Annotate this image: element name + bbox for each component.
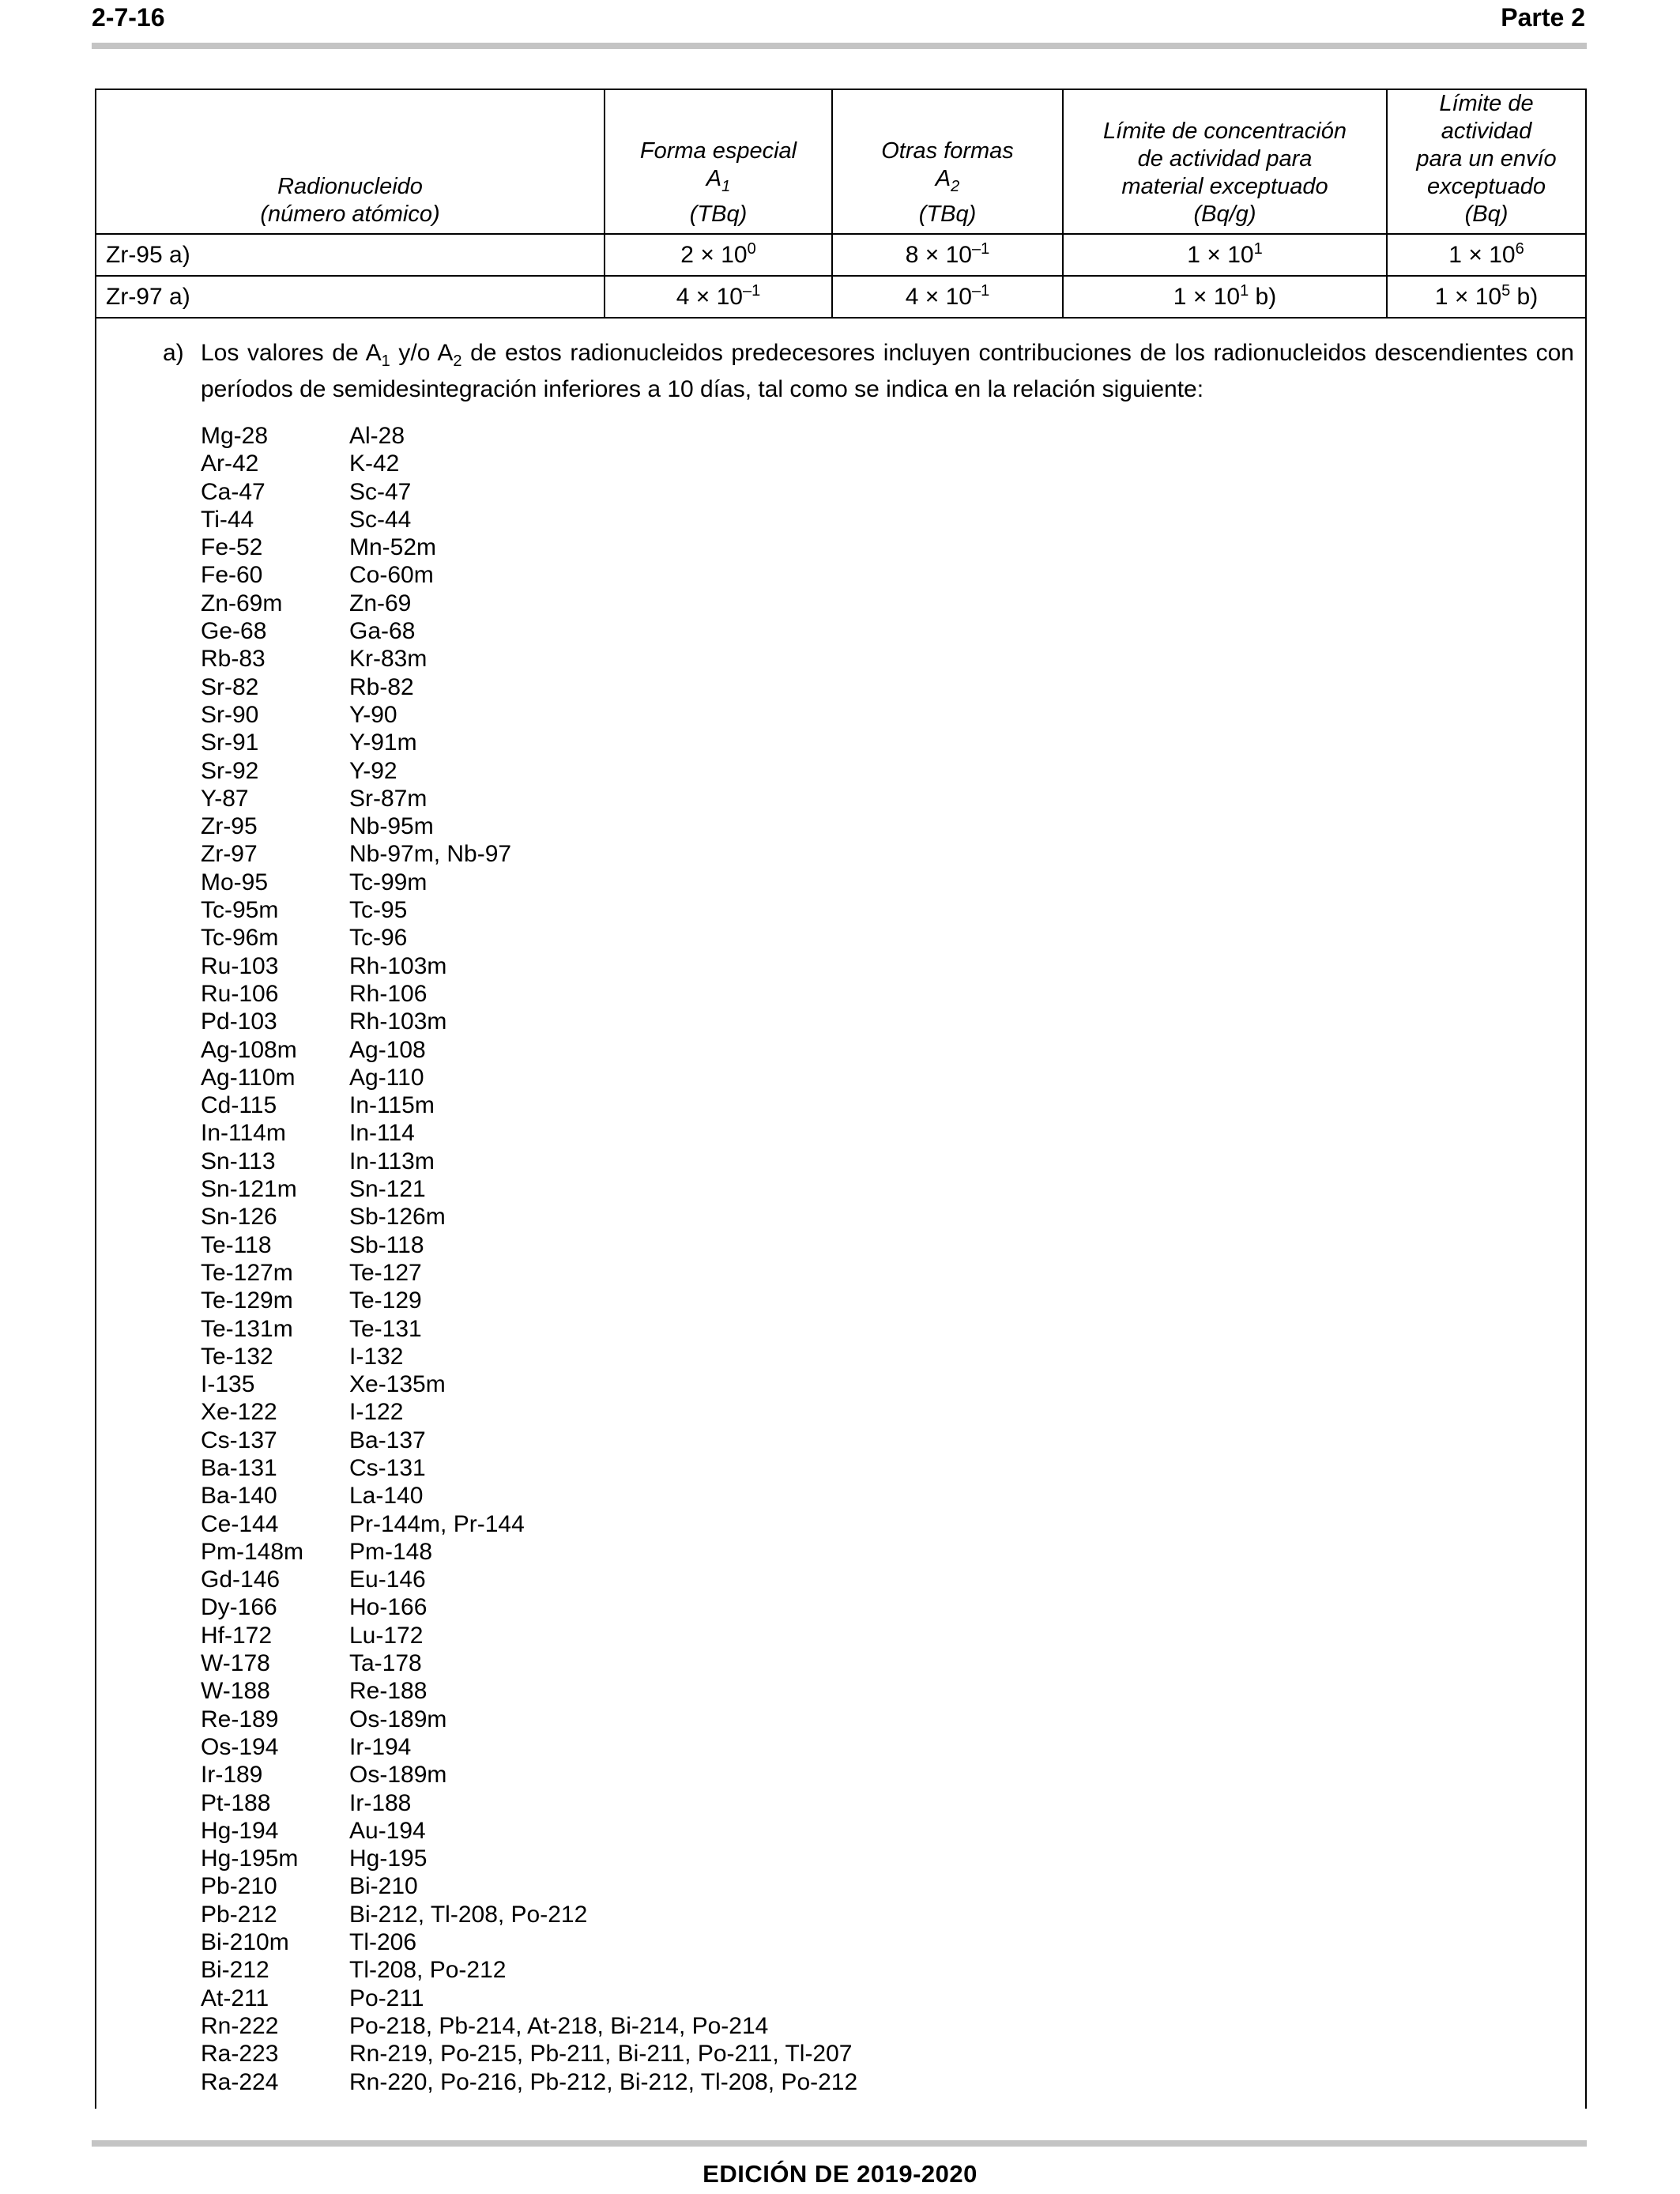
daughter-nuclides: Ho-166 bbox=[349, 1594, 428, 1621]
list-item bbox=[201, 450, 1574, 477]
parent-nuclide: Y-87 bbox=[201, 785, 249, 812]
parent-nuclide: Pt-188 bbox=[201, 1789, 271, 1816]
parent-nuclide: Fe-60 bbox=[201, 562, 263, 589]
daughter-nuclides: Tl-206 bbox=[349, 1929, 417, 1956]
list-item bbox=[201, 785, 1574, 812]
daughter-nuclides: Ag-110 bbox=[349, 1064, 424, 1091]
conc-cell: $1 \times 10^1$ bbox=[1063, 234, 1387, 276]
parent-nuclide: W-178 bbox=[201, 1650, 270, 1677]
daughter-nuclides: Ta-178 bbox=[349, 1650, 422, 1677]
daughter-nuclides: Eu-146 bbox=[349, 1566, 426, 1593]
list-item bbox=[201, 645, 1574, 673]
parent-nuclide: Ir-189 bbox=[201, 1762, 263, 1789]
daughter-nuclides: Sc-47 bbox=[349, 478, 412, 505]
parent-nuclide: Te-131m bbox=[201, 1315, 293, 1342]
daughter-nuclides: Os-189m bbox=[349, 1706, 447, 1732]
daughter-nuclides: Po-211 bbox=[349, 1985, 424, 2011]
parent-nuclide: Ce-144 bbox=[201, 1510, 279, 1537]
list-item bbox=[201, 1008, 1574, 1035]
daughter-nuclides: Al-28 bbox=[349, 423, 405, 449]
daughter-nuclides: In-113m bbox=[349, 1148, 435, 1174]
list-item bbox=[201, 533, 1574, 561]
daughter-nuclides: La-140 bbox=[349, 1483, 424, 1510]
parent-nuclide: Tc-95m bbox=[201, 897, 279, 924]
parent-nuclide: Ti-44 bbox=[201, 506, 254, 533]
header-radionucleido: Radionucleido (número atómico) bbox=[96, 89, 605, 234]
daughter-nuclides: I-122 bbox=[349, 1399, 404, 1426]
page-header-part: Parte 2 bbox=[1501, 3, 1585, 32]
footer-rule bbox=[92, 2140, 1587, 2147]
daughter-nuclides: Tc-99m bbox=[349, 869, 428, 895]
list-item bbox=[201, 812, 1574, 840]
daughter-nuclides: In-114 bbox=[349, 1120, 415, 1147]
list-item bbox=[201, 1148, 1574, 1175]
daughter-nuclides: Xe-135m bbox=[349, 1371, 446, 1398]
parent-nuclide: Tc-96m bbox=[201, 925, 279, 952]
list-item bbox=[201, 1482, 1574, 1510]
daughter-nuclides: Sr-87m bbox=[349, 785, 428, 812]
daughter-nuclides: Tc-96 bbox=[349, 925, 408, 952]
parent-nuclide: Gd-146 bbox=[201, 1566, 281, 1593]
parent-nuclide: Os-194 bbox=[201, 1733, 279, 1760]
list-item bbox=[201, 590, 1574, 617]
list-item bbox=[201, 1622, 1574, 1649]
envio-cell: $1 \times 10^6$ bbox=[1387, 234, 1586, 276]
a2-cell: $8 \times 10^{-1}$ bbox=[832, 234, 1063, 276]
list-item bbox=[201, 896, 1574, 924]
parent-nuclide: Te-118 bbox=[201, 1231, 272, 1258]
list-item bbox=[201, 1398, 1574, 1426]
list-item bbox=[201, 1036, 1574, 1064]
table-row bbox=[96, 276, 1586, 318]
list-item bbox=[201, 869, 1574, 896]
parent-nuclide: Ru-103 bbox=[201, 952, 279, 979]
list-item bbox=[201, 1928, 1574, 1956]
daughter-nuclides: Ba-137 bbox=[349, 1427, 426, 1453]
list-item bbox=[201, 1901, 1574, 1928]
parent-nuclide: Ra-224 bbox=[201, 2068, 279, 2095]
notes-row bbox=[96, 318, 1586, 2109]
list-item bbox=[201, 1315, 1574, 1343]
daughter-nuclides: Ir-194 bbox=[349, 1733, 412, 1760]
daughter-nuclides: Re-188 bbox=[349, 1678, 428, 1705]
daughter-nuclides: Sb-118 bbox=[349, 1231, 424, 1258]
parent-nuclide: Bi-210m bbox=[201, 1929, 289, 1956]
parent-nuclide: Zr-95 bbox=[201, 813, 258, 840]
list-item bbox=[201, 1733, 1574, 1761]
daughter-nuclides: Kr-83m bbox=[349, 646, 428, 673]
list-item bbox=[201, 1985, 1574, 2012]
list-item bbox=[201, 924, 1574, 952]
daughter-nuclides: Y-90 bbox=[349, 701, 397, 728]
footnote-a-text: Los valores de $A_1$ y/o $A_2$ de estos radionucleidos predecesores incluyen contribuciones de los radionucleidos descendientes con períodos de semidesintegración inferiores a 10 días, tal como se indica en la relación siguiente: bbox=[201, 340, 1574, 402]
daughter-nuclides: Rn-219, Po-215, Pb-211, Bi-211, Po-211, Tl-207 bbox=[349, 2041, 853, 2068]
list-item bbox=[201, 1454, 1574, 1482]
daughter-nuclides: I-132 bbox=[349, 1343, 404, 1370]
list-item bbox=[201, 1789, 1574, 1817]
list-item bbox=[201, 2012, 1574, 2040]
daughter-nuclides: Au-194 bbox=[349, 1817, 426, 1844]
list-item bbox=[201, 1566, 1574, 1593]
list-item bbox=[201, 1203, 1574, 1231]
list-item bbox=[201, 2068, 1574, 2096]
daughter-nuclides: Po-218, Pb-214, At-218, Bi-214, Po-214 bbox=[349, 2012, 769, 2039]
daughter-nuclides: Cs-131 bbox=[349, 1454, 426, 1481]
parent-nuclide: Pb-212 bbox=[201, 1901, 277, 1928]
parent-nuclide: Dy-166 bbox=[201, 1594, 277, 1621]
daughter-nuclides: K-42 bbox=[349, 450, 400, 477]
footnote-a-label: a) bbox=[163, 340, 184, 366]
daughter-nuclides: Pr-144m, Pr-144 bbox=[349, 1510, 525, 1537]
parent-nuclide: Ca-47 bbox=[201, 478, 266, 505]
parent-nuclide: Xe-122 bbox=[201, 1399, 277, 1426]
parent-nuclide: Bi-212 bbox=[201, 1957, 269, 1984]
daughter-nuclides: Rn-220, Po-216, Pb-212, Bi-212, Tl-208, Po-212 bbox=[349, 2068, 858, 2095]
parent-nuclide: Rn-222 bbox=[201, 2012, 279, 2039]
parent-nuclide: Sr-92 bbox=[201, 757, 259, 784]
parent-nuclide: Pd-103 bbox=[201, 1008, 277, 1035]
daughter-nuclides: Os-189m bbox=[349, 1762, 447, 1789]
list-item bbox=[201, 1287, 1574, 1314]
parent-nuclide: Hg-194 bbox=[201, 1817, 279, 1844]
list-item bbox=[201, 1427, 1574, 1454]
nuclide-cell: Zr-95 a) bbox=[96, 234, 605, 276]
list-item bbox=[201, 1175, 1574, 1203]
parent-nuclide: W-188 bbox=[201, 1678, 270, 1705]
parent-nuclide: Te-127m bbox=[201, 1259, 293, 1286]
list-item bbox=[201, 1538, 1574, 1566]
header-rule bbox=[92, 43, 1587, 49]
parent-nuclide: Mg-28 bbox=[201, 423, 269, 449]
parent-nuclide: Cd-115 bbox=[201, 1092, 277, 1119]
daughter-nuclides: Sc-44 bbox=[349, 506, 412, 533]
parent-nuclide: Mo-95 bbox=[201, 869, 269, 895]
parent-nuclide: Ra-223 bbox=[201, 2041, 279, 2068]
nuclide-cell: Zr-97 a) bbox=[96, 276, 605, 318]
parent-nuclide: Sr-90 bbox=[201, 701, 259, 728]
parent-nuclide: Ar-42 bbox=[201, 450, 259, 477]
parent-nuclide: Hg-195m bbox=[201, 1845, 299, 1872]
table-row bbox=[96, 234, 1586, 276]
daughter-nuclides: Pm-148 bbox=[349, 1538, 433, 1565]
list-item bbox=[201, 1119, 1574, 1147]
list-item bbox=[201, 1510, 1574, 1538]
daughter-nuclides: Y-92 bbox=[349, 757, 397, 784]
daughter-nuclides: Tc-95 bbox=[349, 897, 408, 924]
daughter-nuclides: Rh-103m bbox=[349, 1008, 447, 1035]
header-a2: Otras formas $A_2$ (TBq) bbox=[832, 89, 1063, 234]
daughter-nuclides: Rb-82 bbox=[349, 673, 414, 700]
parent-nuclide: Te-129m bbox=[201, 1287, 293, 1314]
list-item bbox=[201, 506, 1574, 533]
parent-nuclide: Zr-97 bbox=[201, 841, 258, 868]
list-item bbox=[201, 952, 1574, 980]
parent-nuclide: I-135 bbox=[201, 1371, 255, 1398]
list-item bbox=[201, 561, 1574, 589]
envio-cell: $1 \times 10^5$ b) bbox=[1387, 276, 1586, 318]
header-a1: Forma especial $A_1$ (TBq) bbox=[605, 89, 832, 234]
list-item bbox=[201, 1817, 1574, 1845]
daughter-nuclides: Nb-97m, Nb-97 bbox=[349, 841, 512, 868]
list-item bbox=[201, 422, 1574, 450]
header-concentration-limit: Límite de concentración de actividad para material exceptuado (Bq/g) bbox=[1063, 89, 1387, 234]
parent-nuclide: Ag-108m bbox=[201, 1036, 297, 1063]
list-item bbox=[201, 701, 1574, 729]
daughter-nuclides: Sn-121 bbox=[349, 1176, 426, 1203]
parent-nuclide: Re-189 bbox=[201, 1706, 279, 1732]
list-item bbox=[201, 478, 1574, 506]
list-item bbox=[201, 729, 1574, 756]
list-item bbox=[201, 1706, 1574, 1733]
list-item bbox=[201, 757, 1574, 785]
daughter-nuclides: Ir-188 bbox=[349, 1789, 412, 1816]
list-item bbox=[201, 1845, 1574, 1872]
radionuclide-table bbox=[95, 89, 1587, 2109]
list-item bbox=[201, 1259, 1574, 1287]
parent-nuclide: Ag-110m bbox=[201, 1064, 296, 1091]
list-item bbox=[201, 617, 1574, 645]
list-item bbox=[201, 1370, 1574, 1398]
daughter-nuclides: Co-60m bbox=[349, 562, 434, 589]
daughter-nuclide-list bbox=[201, 422, 1574, 2096]
daughter-nuclides: Sb-126m bbox=[349, 1204, 446, 1231]
parent-nuclide: In-114m bbox=[201, 1120, 286, 1147]
parent-nuclide: Zn-69m bbox=[201, 590, 283, 616]
parent-nuclide: Rb-83 bbox=[201, 646, 266, 673]
daughter-nuclides: Rh-103m bbox=[349, 952, 447, 979]
parent-nuclide: Sn-121m bbox=[201, 1176, 297, 1203]
list-item bbox=[201, 1956, 1574, 1984]
parent-nuclide: Te-132 bbox=[201, 1343, 273, 1370]
daughter-nuclides: Te-131 bbox=[349, 1315, 422, 1342]
parent-nuclide: Hf-172 bbox=[201, 1622, 273, 1649]
list-item bbox=[201, 2040, 1574, 2068]
list-item bbox=[201, 1649, 1574, 1677]
parent-nuclide: Ru-106 bbox=[201, 980, 279, 1007]
parent-nuclide: Cs-137 bbox=[201, 1427, 277, 1453]
parent-nuclide: Ba-131 bbox=[201, 1454, 277, 1481]
daughter-nuclides: Zn-69 bbox=[349, 590, 412, 616]
table-header-row bbox=[96, 89, 1586, 234]
daughter-nuclides: Ag-108 bbox=[349, 1036, 426, 1063]
conc-cell: $1 \times 10^1$ b) bbox=[1063, 276, 1387, 318]
a1-cell: $4 \times 10^{-1}$ bbox=[605, 276, 832, 318]
parent-nuclide: Sn-126 bbox=[201, 1204, 277, 1231]
daughter-nuclides: Bi-210 bbox=[349, 1873, 418, 1900]
a1-cell: $2 \times 10^0$ bbox=[605, 234, 832, 276]
parent-nuclide: Ba-140 bbox=[201, 1483, 277, 1510]
footnote-a bbox=[96, 319, 1585, 2096]
parent-nuclide: At-211 bbox=[201, 1985, 269, 2011]
daughter-nuclides: Tl-208, Po-212 bbox=[349, 1957, 507, 1984]
parent-nuclide: Sn-113 bbox=[201, 1148, 276, 1174]
list-item bbox=[201, 1677, 1574, 1705]
notes-cell bbox=[96, 318, 1586, 2109]
parent-nuclide: Ge-68 bbox=[201, 618, 267, 645]
daughter-nuclides: Y-91m bbox=[349, 729, 417, 756]
a2-cell: $4 \times 10^{-1}$ bbox=[832, 276, 1063, 318]
list-item bbox=[201, 980, 1574, 1008]
list-item bbox=[201, 1761, 1574, 1789]
header-consignment-limit: Límite de actividad para un envío exceptuado (Bq) bbox=[1387, 89, 1586, 234]
list-item bbox=[201, 673, 1574, 701]
list-item bbox=[201, 1064, 1574, 1091]
list-item bbox=[201, 1343, 1574, 1370]
list-item bbox=[201, 1231, 1574, 1259]
parent-nuclide: Sr-82 bbox=[201, 673, 259, 700]
list-item bbox=[201, 1872, 1574, 1900]
list-item bbox=[201, 1593, 1574, 1621]
daughter-nuclides: Lu-172 bbox=[349, 1622, 424, 1649]
list-item bbox=[201, 1091, 1574, 1119]
parent-nuclide: Sr-91 bbox=[201, 729, 259, 756]
daughter-nuclides: In-115m bbox=[349, 1092, 435, 1119]
list-item bbox=[201, 840, 1574, 868]
daughter-nuclides: Rh-106 bbox=[349, 980, 428, 1007]
parent-nuclide: Pb-210 bbox=[201, 1873, 277, 1900]
parent-nuclide: Pm-148m bbox=[201, 1538, 304, 1565]
daughter-nuclides: Te-127 bbox=[349, 1259, 422, 1286]
daughter-nuclides: Mn-52m bbox=[349, 534, 437, 561]
page-footer-edition: EDICIÓN DE 2019-2020 bbox=[703, 2160, 977, 2188]
page-header-section: 2-7-16 bbox=[92, 3, 165, 32]
parent-nuclide: Fe-52 bbox=[201, 534, 263, 561]
daughter-nuclides: Nb-95m bbox=[349, 813, 434, 840]
daughter-nuclides: Hg-195 bbox=[349, 1845, 428, 1872]
daughter-nuclides: Te-129 bbox=[349, 1287, 422, 1314]
daughter-nuclides: Ga-68 bbox=[349, 618, 416, 645]
daughter-nuclides: Bi-212, Tl-208, Po-212 bbox=[349, 1901, 588, 1928]
